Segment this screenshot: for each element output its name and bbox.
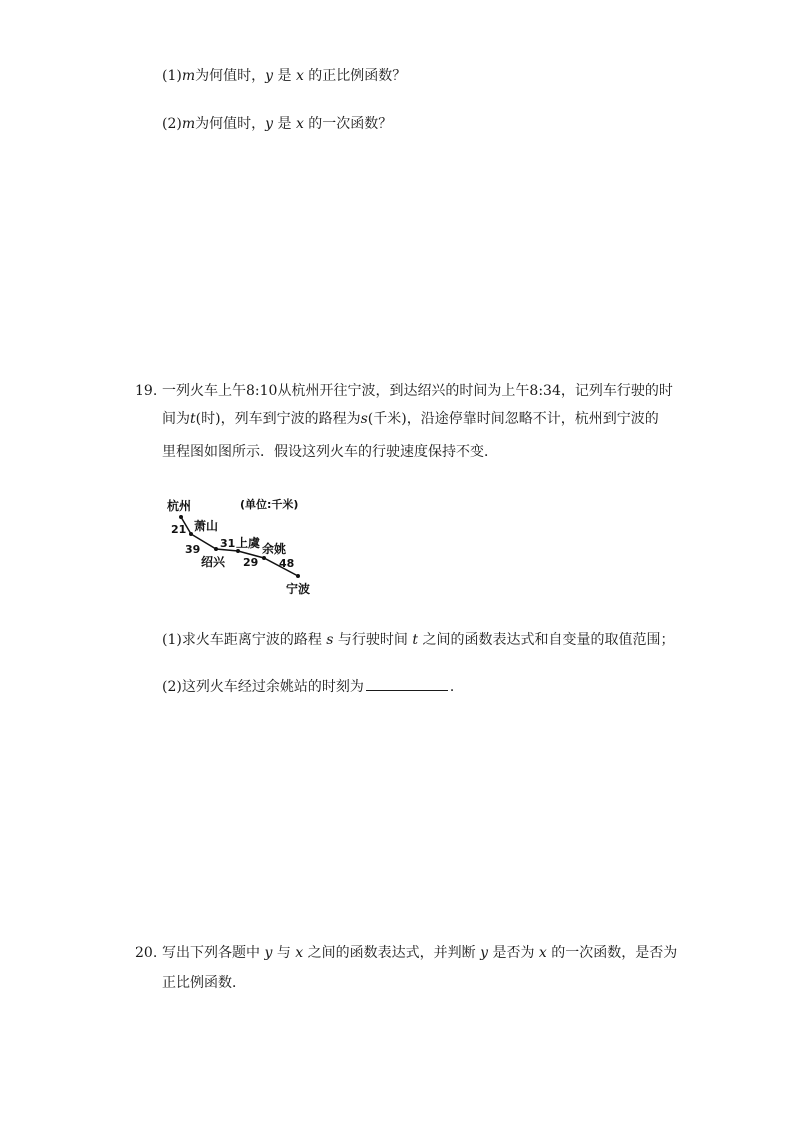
q20-number: 20. [135, 945, 158, 961]
var-y: y [265, 68, 274, 84]
station-ningbo: 宁波 [286, 582, 311, 596]
station-dot-yuyao [262, 556, 266, 560]
text: 为何值时， [195, 68, 266, 84]
text: 是 [273, 68, 296, 84]
text: (1)求火车距离宁波的路程 [162, 632, 327, 648]
text: 的一次函数？ [303, 116, 393, 132]
var-m: m [181, 68, 196, 84]
text: 之间的函数表达式和自变量的取值范围； [418, 632, 675, 648]
distance-shangyu-yuyao: 29 [243, 556, 259, 569]
var-s: s [326, 632, 334, 648]
q18-part2 [162, 115, 392, 133]
q19-number: 19. [135, 383, 158, 399]
station-shaoxing: 绍兴 [201, 555, 226, 569]
distance-hangzhou-xiaoshan: 21 [171, 523, 187, 536]
text: 之间的函数表达式，并判断 [303, 945, 481, 961]
part-number: (2) [162, 116, 182, 132]
distance-shaoxing-shangyu: 31 [220, 537, 236, 550]
text: 与行驶时间 [333, 632, 413, 648]
text: 为何值时， [195, 116, 266, 132]
var-s: s [360, 411, 368, 427]
station-dot-xiaoshan [189, 532, 193, 536]
station-hangzhou: 杭州 [167, 499, 192, 513]
text: 的一次函数，是否为 [546, 945, 678, 961]
station-yuyao: 余姚 [262, 542, 287, 556]
q18-part1 [162, 67, 406, 85]
q19-part2 [162, 678, 464, 696]
q20-line2: 正比例函数． [162, 975, 246, 991]
distance-xiaoshan-shaoxing: 39 [185, 543, 201, 556]
text: (时)，列车到宁波的路程为 [195, 411, 361, 427]
var-x: x [295, 68, 304, 84]
var-t: t [190, 411, 196, 427]
text: 是否为 [488, 945, 539, 961]
text: ． [449, 679, 464, 695]
text: 的正比例函数？ [303, 68, 407, 84]
station-dot-hangzhou [179, 515, 183, 519]
q20-line1 [162, 944, 677, 962]
var-y: y [264, 945, 273, 961]
q19-line3: 里程图如图所示．假设这列火车的行驶速度保持不变． [162, 444, 498, 460]
var-m: m [181, 116, 196, 132]
route-map-figure [160, 492, 320, 602]
var-x: x [295, 945, 304, 961]
text: 与 [272, 945, 296, 961]
part-number: (1) [162, 68, 182, 84]
station-shangyu: 上虞 [236, 536, 261, 550]
station-dot-shaoxing [214, 547, 218, 551]
text: (千米)，沿途停靠时间忽略不计，杭州到宁波的 [367, 411, 659, 427]
q19-line2 [162, 410, 659, 428]
text: (2)这列火车经过余姚站的时刻为 [162, 679, 364, 695]
station-xiaoshan: 萧山 [194, 519, 219, 533]
q19-part1 [162, 631, 674, 649]
answer-blank[interactable] [366, 678, 448, 691]
var-x: x [295, 116, 304, 132]
q19-line1: 一列火车上午8:10从杭州开往宁波，到达绍兴的时间为上午8:34，记列车行驶的时 [162, 383, 673, 399]
var-y: y [265, 116, 274, 132]
unit-label: (单位:千米) [240, 498, 299, 511]
text: 写出下列各题中 [162, 945, 265, 961]
text: 间为 [162, 411, 190, 427]
var-t: t [412, 632, 419, 648]
station-dot-ningbo [296, 574, 300, 578]
var-x: x [538, 945, 547, 961]
text: 是 [273, 116, 296, 132]
distance-yuyao-ningbo: 48 [279, 557, 295, 570]
var-y: y [480, 945, 489, 961]
